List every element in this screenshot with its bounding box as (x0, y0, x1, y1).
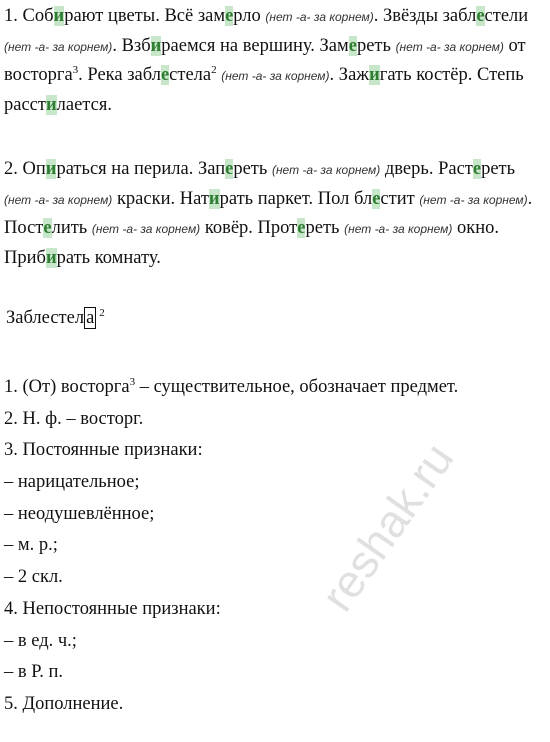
vowel-highlight: и (45, 94, 57, 115)
vowel-highlight: и (369, 65, 380, 85)
vowel-highlight: и (45, 247, 57, 268)
vowel-highlight: е (476, 6, 485, 26)
exercise-paragraph-2: 2. Опираться на перила. Запереть (нет -а- за корнем) дверь. Растереть (нет -а- за корнем) краски. Натирать паркет. Пол блестит (нет -а- за корнем). Постелить (нет -а- за корнем) ковёр. Протереть (нет -а- за корнем) окно. Прибирать комнату. (4, 159, 533, 268)
analysis-line: – м. р.; (4, 535, 58, 556)
note: (нет -а- за корнем) (419, 192, 528, 207)
morphological-analysis-list (4, 372, 458, 721)
vowel-highlight: е (472, 159, 482, 179)
word-ending-box: а (86, 308, 95, 328)
item-number: 1. (4, 6, 18, 26)
analysis-line: – неодушевлённое; (4, 503, 155, 524)
vowel-highlight: е (297, 218, 306, 238)
note: (нет -а- за корнем) (4, 39, 113, 54)
analysis-line: – 2 скл. (4, 567, 63, 588)
note: (нет -а- за корнем) (344, 222, 453, 236)
analysis-line: – в ед. ч.; (4, 630, 77, 651)
word-stem: Заблестел (6, 308, 85, 328)
vowel-highlight: и (150, 35, 162, 56)
note: (нет -а- за корнем) (265, 10, 374, 24)
analysis-line: 4. Непостоянные признаки: (4, 598, 221, 619)
analysis-line: – нарицательное; (4, 472, 140, 493)
watermark: reshak.ru (310, 433, 464, 621)
analysis-line: 5. Дополнение. (4, 693, 124, 714)
word-analysis-heading: Заблестел а $^2$ (6, 306, 105, 328)
analysis-line: 3. Постоянные признаки: (4, 440, 203, 461)
note: (нет -а- за корнем) (271, 163, 381, 177)
analysis-line: 2. Н. ф. – восторг. (4, 408, 144, 429)
note: (нет -а- за корнем) (91, 222, 201, 236)
note: (нет -а- за корнем) (4, 192, 113, 207)
vowel-highlight: и (53, 6, 65, 26)
vowel-highlight: е (225, 159, 234, 179)
vowel-highlight: и (45, 159, 57, 179)
item-number: 2. (4, 159, 18, 179)
vowel-highlight: е (348, 35, 357, 56)
vowel-highlight: е (160, 65, 170, 85)
note: (нет -а- за корнем) (395, 39, 504, 54)
vowel-highlight: и (208, 188, 220, 209)
analysis-line: – в Р. п. (4, 662, 63, 683)
vowel-highlight: е (43, 218, 52, 238)
exercise-paragraph-1: 1. Собирают цветы. Всё замерло (нет -а- за корнем). Звёзды заблестели (нет -а- за корнем). Взбираемся на вершину. Замереть (нет -а- за корнем) от восторга$^3$. Река заблестела$^2$ (нет -а- за корнем). Зажигать костёр. Степь расстилается. (4, 6, 529, 115)
analysis-line: 1. (От) восторга$^3$ – существительное, обозначает предмет. (4, 375, 459, 397)
vowel-highlight: е (372, 188, 381, 209)
note: (нет -а- за корнем) (221, 69, 330, 83)
vowel-highlight: е (225, 6, 234, 26)
